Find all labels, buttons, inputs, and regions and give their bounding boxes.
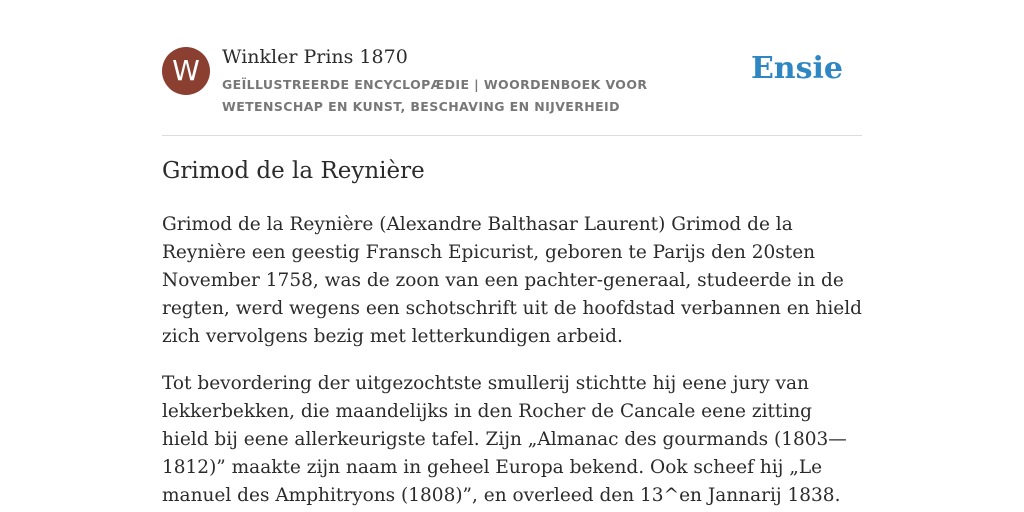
source-subtitle: GEÏLLUSTREERDE ENCYCLOPÆDIE | WOORDENBOEK VOOR WETENSCHAP EN KUNST, BESCHAVING EN NIJVERHEID: [222, 77, 648, 114]
entry-body: [162, 211, 862, 512]
page: [162, 0, 862, 512]
entry-headword: Grimod de la Reynière: [162, 158, 425, 184]
entry-paragraph-1: Grimod de la Reynière (Alexandre Balthasar Laurent) Grimod de la Reynière een geestig Fransch Epicurist, geboren te Parijs den 20sten November 1758, was de zoon van een pachter-generaal, studeerde in de regten, werd wegens een schotschrift uit de hoofdstad verbannen en hield zich vervolgens bezig met letterkundigen arbeid.: [162, 214, 862, 347]
source-title[interactable]: Winkler Prins 1870: [222, 46, 408, 68]
ensie-logo-link[interactable]: Ensie: [750, 51, 843, 86]
header-divider: [162, 135, 862, 136]
entry-paragraph-2: Tot bevordering der uitgezochtste smullerij stichtte hij eene jury van lekkerbekken, die maandelijks in den Rocher de Cancale eene zitting hield bij eene allerkeurigste tafel. Zijn „Almanac des gourmands (1803—1812)” maakte zijn naam in geheel Europa bekend. Ook scheef hij „Le manuel des Amphitryons (1808)”, en overleed den 13^en Jannarij 1838.: [162, 373, 847, 506]
source-header: [162, 43, 862, 118]
source-avatar[interactable]: W: [162, 47, 210, 95]
